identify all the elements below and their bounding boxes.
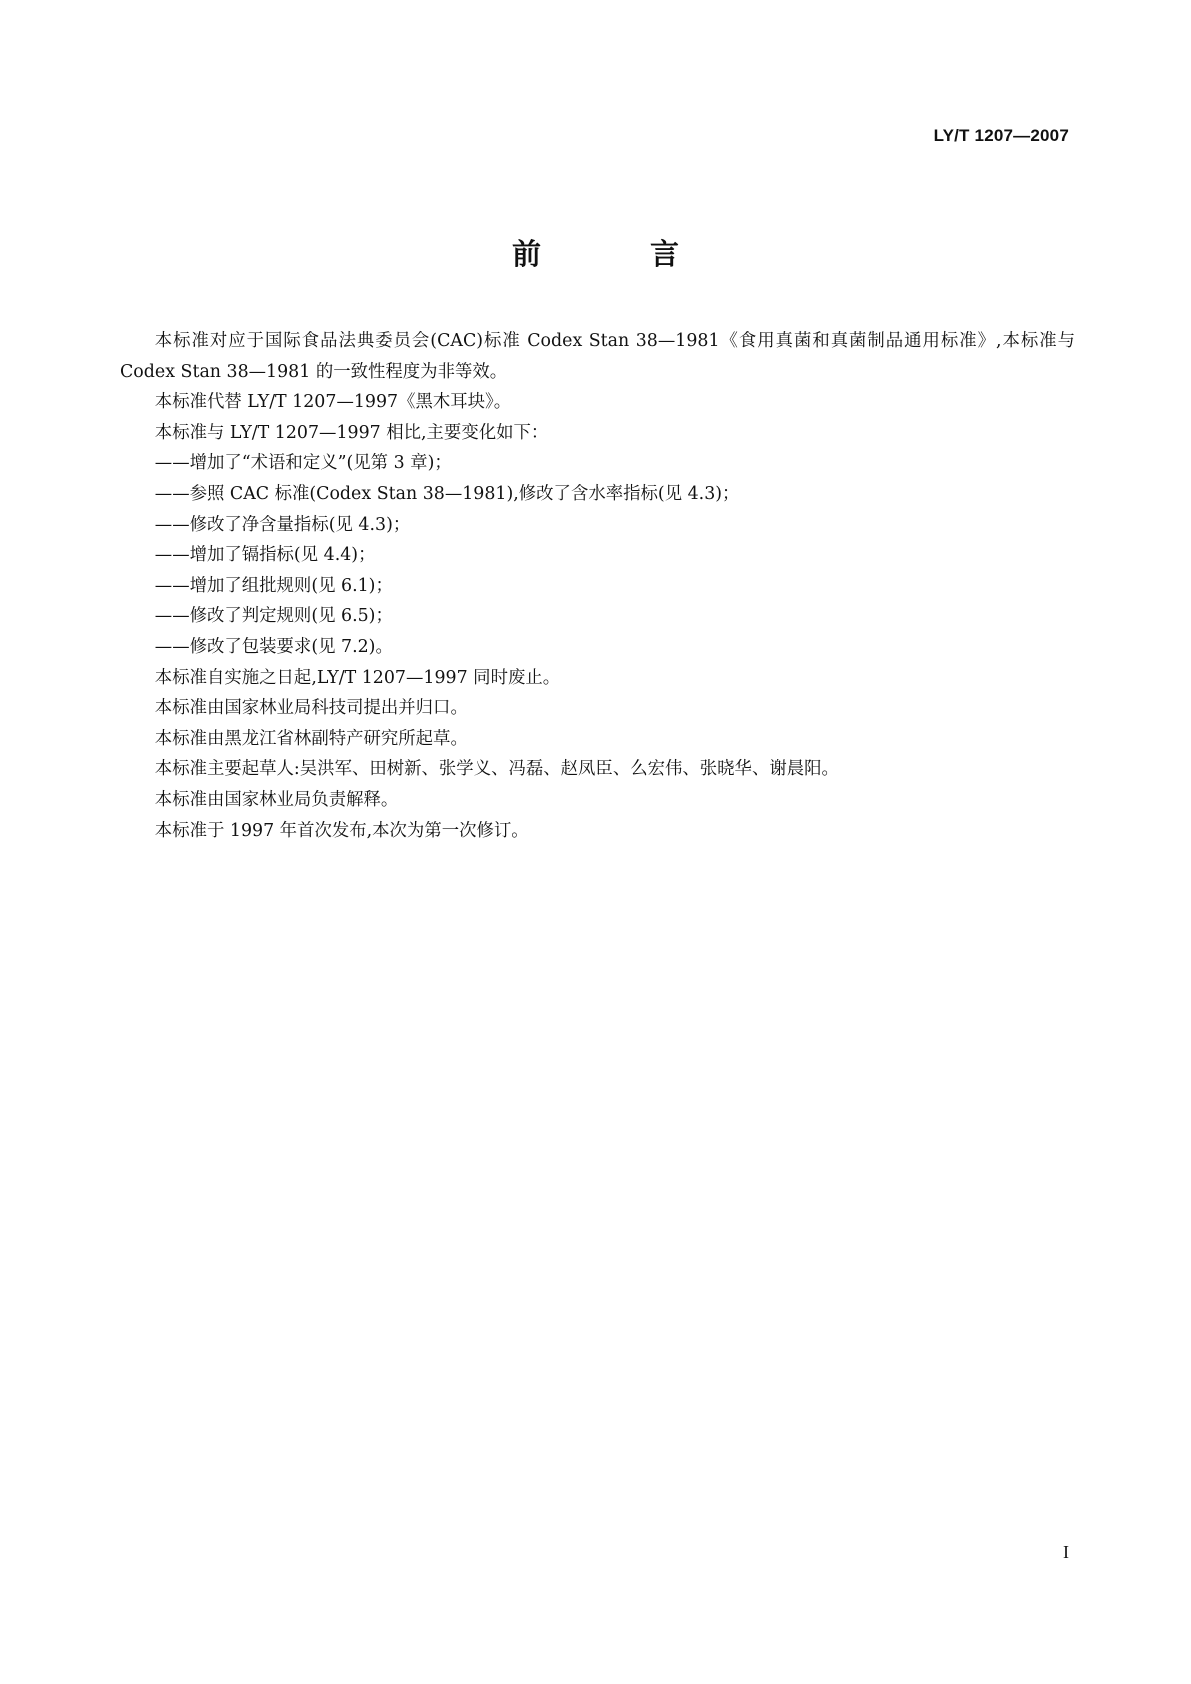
- paragraph-replaces: 本标准代替 LY/T 1207—1997《黑木耳块》。: [154, 392, 512, 413]
- standard-code: LY/T 1207—2007: [933, 126, 1069, 145]
- change-item: ——修改了净含量指标(见 4.3)；: [154, 514, 411, 535]
- change-item: ——修改了包装要求(见 7.2)。: [154, 636, 393, 657]
- foreword-body: [120, 326, 1075, 846]
- change-item: ——增加了组批规则(见 6.1)；: [154, 575, 393, 596]
- page-number: I: [1063, 1542, 1069, 1562]
- change-item: ——参照 CAC 标准(Codex Stan 38—1981),修改了含水率指标(见 4.3)；: [154, 483, 740, 504]
- paragraph-drafting-unit: 本标准由黑龙江省林副特产研究所起草。: [154, 728, 468, 749]
- paragraph-correspondence: 本标准对应于国际食品法典委员会(CAC)标准 Codex Stan 38—1981《食用真菌和真菌制品通用标准》,本标准与 Codex Stan 38—1981 的一致性程度为非等效。: [120, 331, 1075, 382]
- paragraph-history: 本标准于 1997 年首次发布,本次为第一次修订。: [154, 820, 529, 841]
- change-item: ——增加了“术语和定义”(见第 3 章)；: [154, 453, 452, 474]
- paragraph-abolish: 本标准自实施之日起,LY/T 1207—1997 同时废止。: [154, 667, 561, 688]
- change-item: ——修改了判定规则(见 6.5)；: [154, 606, 393, 627]
- paragraph-drafters: 本标准主要起草人:吴洪军、田树新、张学义、冯磊、赵凤臣、么宏伟、张晓华、谢晨阳。: [154, 759, 839, 780]
- change-item: ——增加了镉指标(见 4.4)；: [154, 545, 376, 566]
- paragraph-interpretation: 本标准由国家林业局负责解释。: [154, 789, 399, 810]
- paragraph-changes-intro: 本标准与 LY/T 1207—1997 相比,主要变化如下：: [154, 422, 549, 443]
- page-title: 前 言: [511, 237, 719, 271]
- paragraph-proposer: 本标准由国家林业局科技司提出并归口。: [154, 698, 468, 719]
